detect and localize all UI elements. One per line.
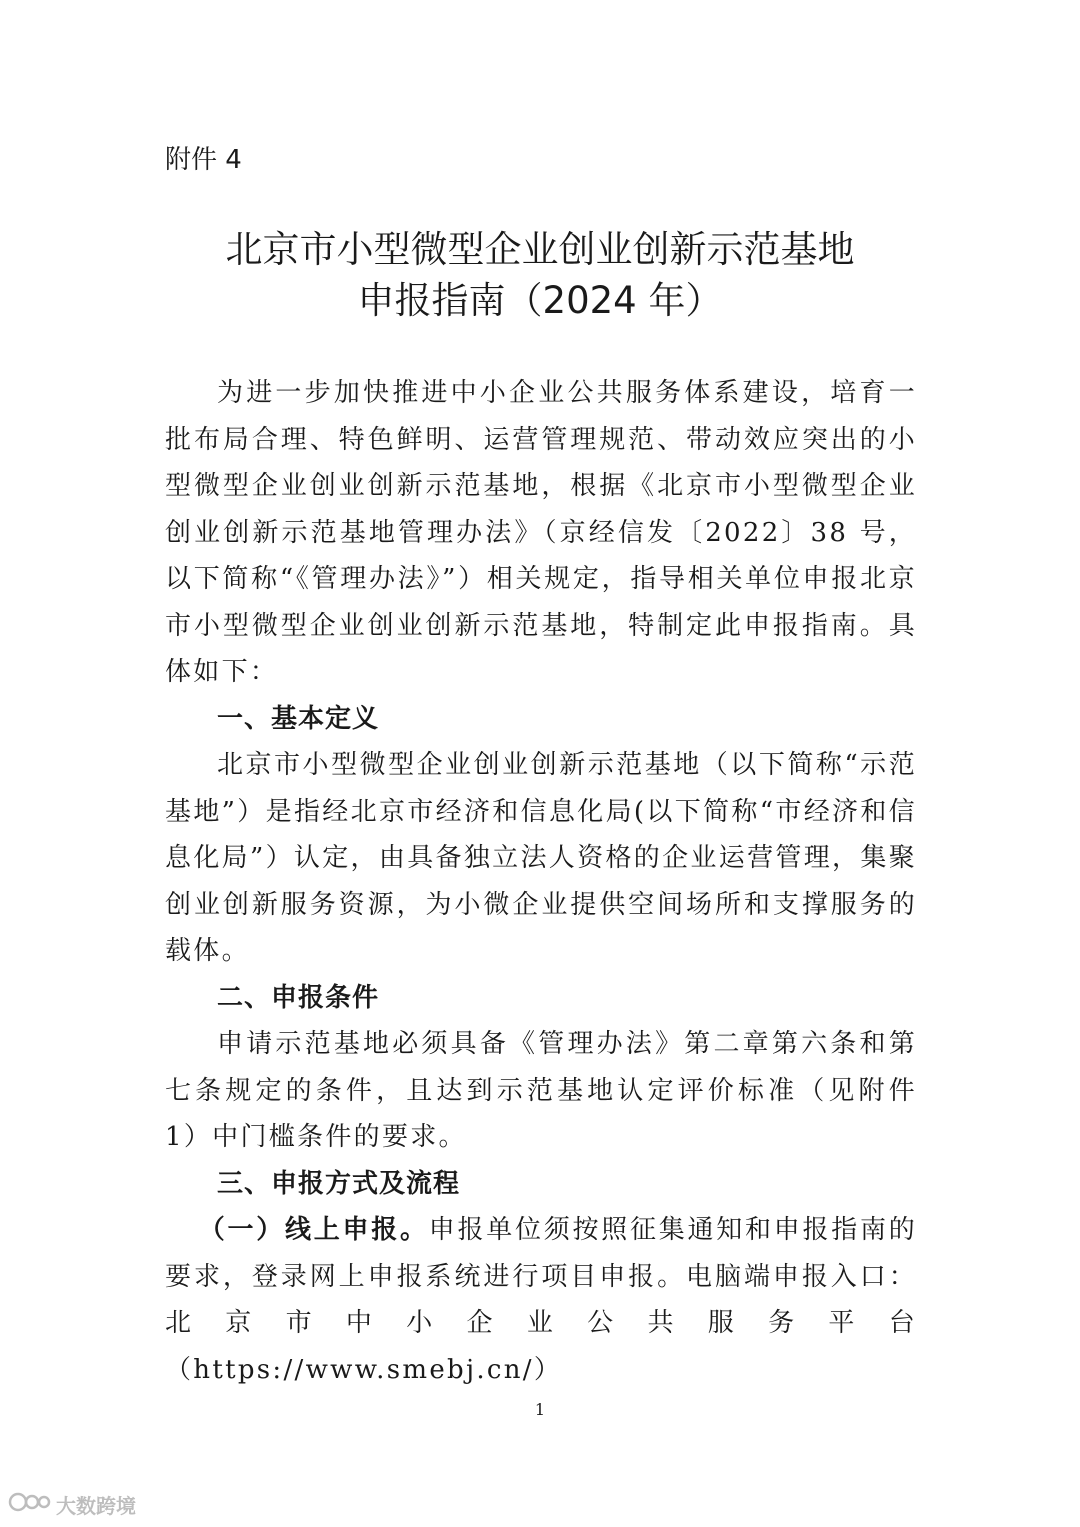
- watermark-text: 大数跨境: [56, 1493, 136, 1518]
- section-heading-process: 三、申报方式及流程: [217, 1168, 461, 1199]
- attachment-label: 附件 4: [165, 145, 242, 175]
- section-text-definition: 北京市小型微型企业创业创新示范基地（以下简称“示范基地”）是指经北京市经济和信息化局(以下简称“市经济和信息化局”）认定，由具备独立法人资格的企业运营管理，集聚创业创新服务资源，为小微企业提供空间场所和支撑服务的载体。: [165, 750, 917, 966]
- document-title-line-2: 申报指南（2024 年）: [357, 279, 723, 322]
- intro-paragraph: 为进一步加快推进中小企业公共服务体系建设，培育一批布局合理、特色鲜明、运营管理规范、带动效应突出的小型微型企业创业创新示范基地，根据《北京市小型微型企业创业创新示范基地管理办法》（京经信发〔2022〕38 号，以下简称“《管理办法》”）相关规定，指导相关单位申报北京市小型微型企业创业创新示范基地，特制定此申报指南。具体如下：: [165, 378, 917, 687]
- document-body: [165, 370, 917, 1393]
- step-text-online: 申报单位须按照征集通知和申报指南的要求，登录网上申报系统进行项目申报。电脑端申报入口：北京市中小企业公共服务平台（https://www.smebj.cn/）: [165, 1215, 917, 1385]
- document-title-line-1: 北京市小型微型企业创业创新示范基地: [225, 228, 855, 271]
- page-number: 1: [534, 1400, 546, 1419]
- logo-mark-icon: [8, 1490, 52, 1518]
- section-heading-conditions: 二、申报条件: [217, 982, 380, 1013]
- watermark: [8, 1490, 136, 1518]
- section-heading-definition: 一、基本定义: [217, 703, 380, 734]
- section-text-conditions: 申请示范基地必须具备《管理办法》第二章第六条和第七条规定的条件，且达到示范基地认定评价标准（见附件 1）中门槛条件的要求。: [165, 1029, 917, 1152]
- step-label-online: （一）线上申报。: [198, 1215, 429, 1245]
- section-text-process: [165, 1207, 917, 1393]
